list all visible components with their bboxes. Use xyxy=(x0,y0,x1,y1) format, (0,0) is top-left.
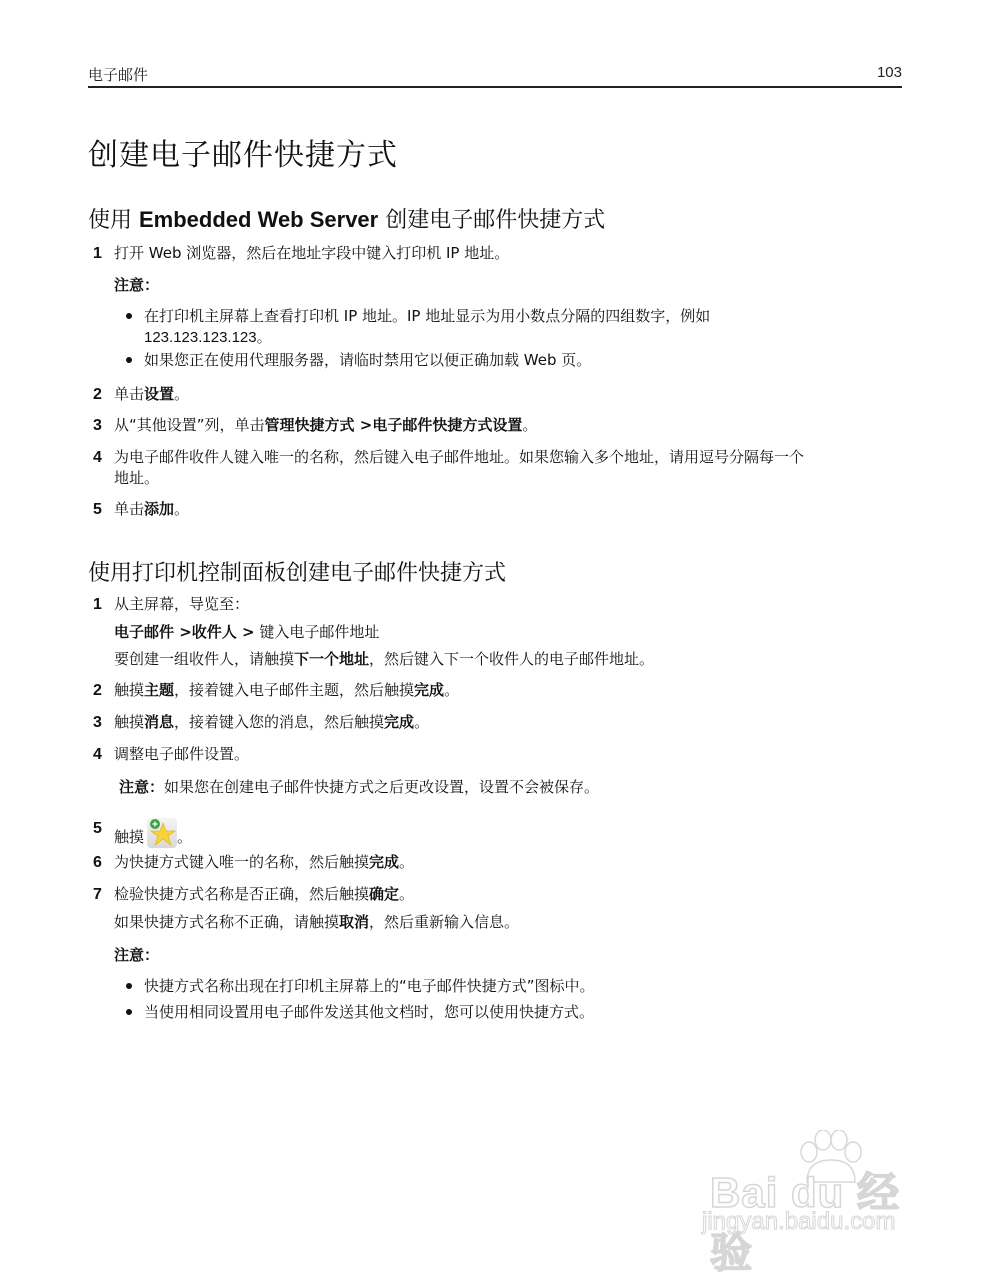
bullet-text: 当使用相同设置用电子邮件发送其他文档时，您可以使用快捷方式。 xyxy=(144,1003,595,1021)
text-part: 。 xyxy=(174,500,190,518)
step-1 xyxy=(93,243,908,264)
bullet-text: 如果您正在使用代理服务器，请临时禁用它以便正确加载 Web 页。 xyxy=(144,351,592,369)
watermark-url: jingyan.baidu.com xyxy=(702,1208,896,1235)
step-number: 3 xyxy=(93,417,102,434)
ui-term: 完成 xyxy=(414,681,445,699)
bullet-item xyxy=(126,350,806,371)
text-part: 检验快捷方式名称是否正确，然后触摸 xyxy=(114,885,370,903)
step-4 xyxy=(93,744,908,765)
step-3 xyxy=(93,415,908,436)
step-text: 从主屏幕，导览至： xyxy=(114,595,250,613)
add-favorite-star-icon xyxy=(147,818,177,848)
step-note xyxy=(119,777,909,798)
step-text xyxy=(114,852,908,873)
section-heading-control-panel: 使用打印机控制面板创建电子邮件快捷方式 xyxy=(88,561,507,586)
bullet-item xyxy=(126,306,806,348)
bullet-item xyxy=(126,1002,806,1023)
step-text xyxy=(114,884,908,905)
ui-term: 完成 xyxy=(369,853,400,871)
step-number: 4 xyxy=(93,449,102,466)
step-text xyxy=(114,499,908,520)
step-number: 6 xyxy=(93,854,102,871)
text-part: 。 xyxy=(444,681,460,699)
step-number: 5 xyxy=(93,820,102,837)
step-1 xyxy=(93,594,908,615)
step-number: 1 xyxy=(93,596,102,613)
text-line-2: 地址。 xyxy=(114,469,160,487)
step-text xyxy=(114,712,908,733)
note-label xyxy=(114,945,904,966)
ui-term: 确定 xyxy=(369,885,400,903)
step-text xyxy=(114,384,908,405)
note-label xyxy=(114,275,904,296)
step-text xyxy=(114,447,908,489)
ui-term: 设置 xyxy=(144,385,175,403)
step-7 xyxy=(93,884,908,905)
step-5 xyxy=(93,499,908,520)
ui-term: 完成 xyxy=(384,713,415,731)
text-part: 触摸 xyxy=(114,681,145,699)
step-number: 5 xyxy=(93,501,102,518)
step-text xyxy=(114,415,908,436)
step-3 xyxy=(93,712,908,733)
note-label-text: 注意： xyxy=(119,778,165,796)
text-part: 触摸 xyxy=(114,713,145,731)
step-number: 3 xyxy=(93,714,102,731)
bullet-text xyxy=(144,306,806,348)
step-2 xyxy=(93,384,908,405)
text-part: 。 xyxy=(177,828,193,846)
bullet-dot-icon xyxy=(126,1009,132,1015)
bullet-dot-icon xyxy=(126,983,132,989)
watermark-brand: Bai du 经验 xyxy=(710,1169,901,1276)
text-part: 单击 xyxy=(114,385,145,403)
text-part: 。 xyxy=(522,416,538,434)
text-part: 触摸 xyxy=(114,828,145,846)
text-line-1: 为电子邮件收件人键入唯一的名称，然后键入电子邮件地址。如果您输入多个地址，请用逗号分隔每一个 xyxy=(114,448,805,466)
step-text: 打开 Web 浏览器，然后在地址字段中键入打印机 IP 地址。 xyxy=(114,244,510,262)
bullet-line-2: 123.123.123.123。 xyxy=(144,329,272,346)
page-number: 103 xyxy=(876,64,902,81)
bullet-text: 快捷方式名称出现在打印机主屏幕上的“电子邮件快捷方式”图标中。 xyxy=(144,977,595,995)
text-part: 为快捷方式键入唯一的名称，然后触摸 xyxy=(114,853,370,871)
ui-term: 消息 xyxy=(144,713,175,731)
note-label-text: 注意： xyxy=(114,946,160,964)
heading-bold-term: Embedded Web Server xyxy=(139,207,379,232)
heading-prefix: 使用 xyxy=(88,208,139,233)
note-label-text: 注意： xyxy=(114,276,160,294)
step-text xyxy=(114,680,908,701)
text-part: 。 xyxy=(399,885,415,903)
text-part: ，接着键入电子邮件主题，然后触摸 xyxy=(174,681,415,699)
ui-term: 主题 xyxy=(144,681,175,699)
text-part: 从“其他设置”列，单击 xyxy=(114,416,265,434)
ui-term: 取消 xyxy=(339,913,370,931)
text-part: 。 xyxy=(174,385,190,403)
note-text: 如果您在创建电子邮件快捷方式之后更改设置，设置不会被保存。 xyxy=(164,778,600,796)
step-number: 2 xyxy=(93,682,102,699)
bullet-dot-icon xyxy=(126,313,132,319)
text-part: 如果快捷方式名称不正确，请触摸 xyxy=(114,913,340,931)
text-part: 。 xyxy=(399,853,415,871)
step-text: 调整电子邮件设置。 xyxy=(114,745,250,763)
ui-term: 下一个地址 xyxy=(294,650,370,668)
page-title: 创建电子邮件快捷方式 xyxy=(88,138,398,173)
step-4 xyxy=(93,447,908,489)
step-6 xyxy=(93,852,908,873)
text-part: ，接着键入您的消息，然后触摸 xyxy=(174,713,385,731)
text-part: 要创建一组收件人，请触摸 xyxy=(114,650,295,668)
page-header xyxy=(88,64,902,88)
path-bold: 电子邮件 >收件人 > xyxy=(114,623,255,641)
step-number: 7 xyxy=(93,886,102,903)
step-number: 2 xyxy=(93,386,102,403)
bullet-dot-icon xyxy=(126,357,132,363)
ui-term: 管理快捷方式 >电子邮件快捷方式设置 xyxy=(264,416,523,434)
path-rest: 键入电子邮件地址 xyxy=(254,623,380,641)
section-heading-ews xyxy=(88,203,605,234)
text-part: ，然后键入下一个收件人的电子邮件地址。 xyxy=(369,650,655,668)
step-2 xyxy=(93,680,908,701)
step-5 xyxy=(93,818,908,848)
baidu-jingyan-watermark xyxy=(700,1130,940,1276)
step-text xyxy=(114,818,908,848)
step-subtext xyxy=(114,649,904,670)
running-header-section: 电子邮件 xyxy=(88,66,149,84)
text-part: ，然后重新输入信息。 xyxy=(369,913,520,931)
step-subtext xyxy=(114,912,904,933)
step-number: 1 xyxy=(93,245,102,262)
text-part: 。 xyxy=(414,713,430,731)
navigation-path xyxy=(114,622,904,643)
step-number: 4 xyxy=(93,746,102,763)
ui-term: 添加 xyxy=(144,500,175,518)
bullet-item xyxy=(126,976,806,997)
heading-suffix: 创建电子邮件快捷方式 xyxy=(378,208,606,233)
text-part: 单击 xyxy=(114,500,145,518)
bullet-line-1: 在打印机主屏幕上查看打印机 IP 地址。IP 地址显示为用小数点分隔的四组数字，例如 xyxy=(144,307,711,325)
